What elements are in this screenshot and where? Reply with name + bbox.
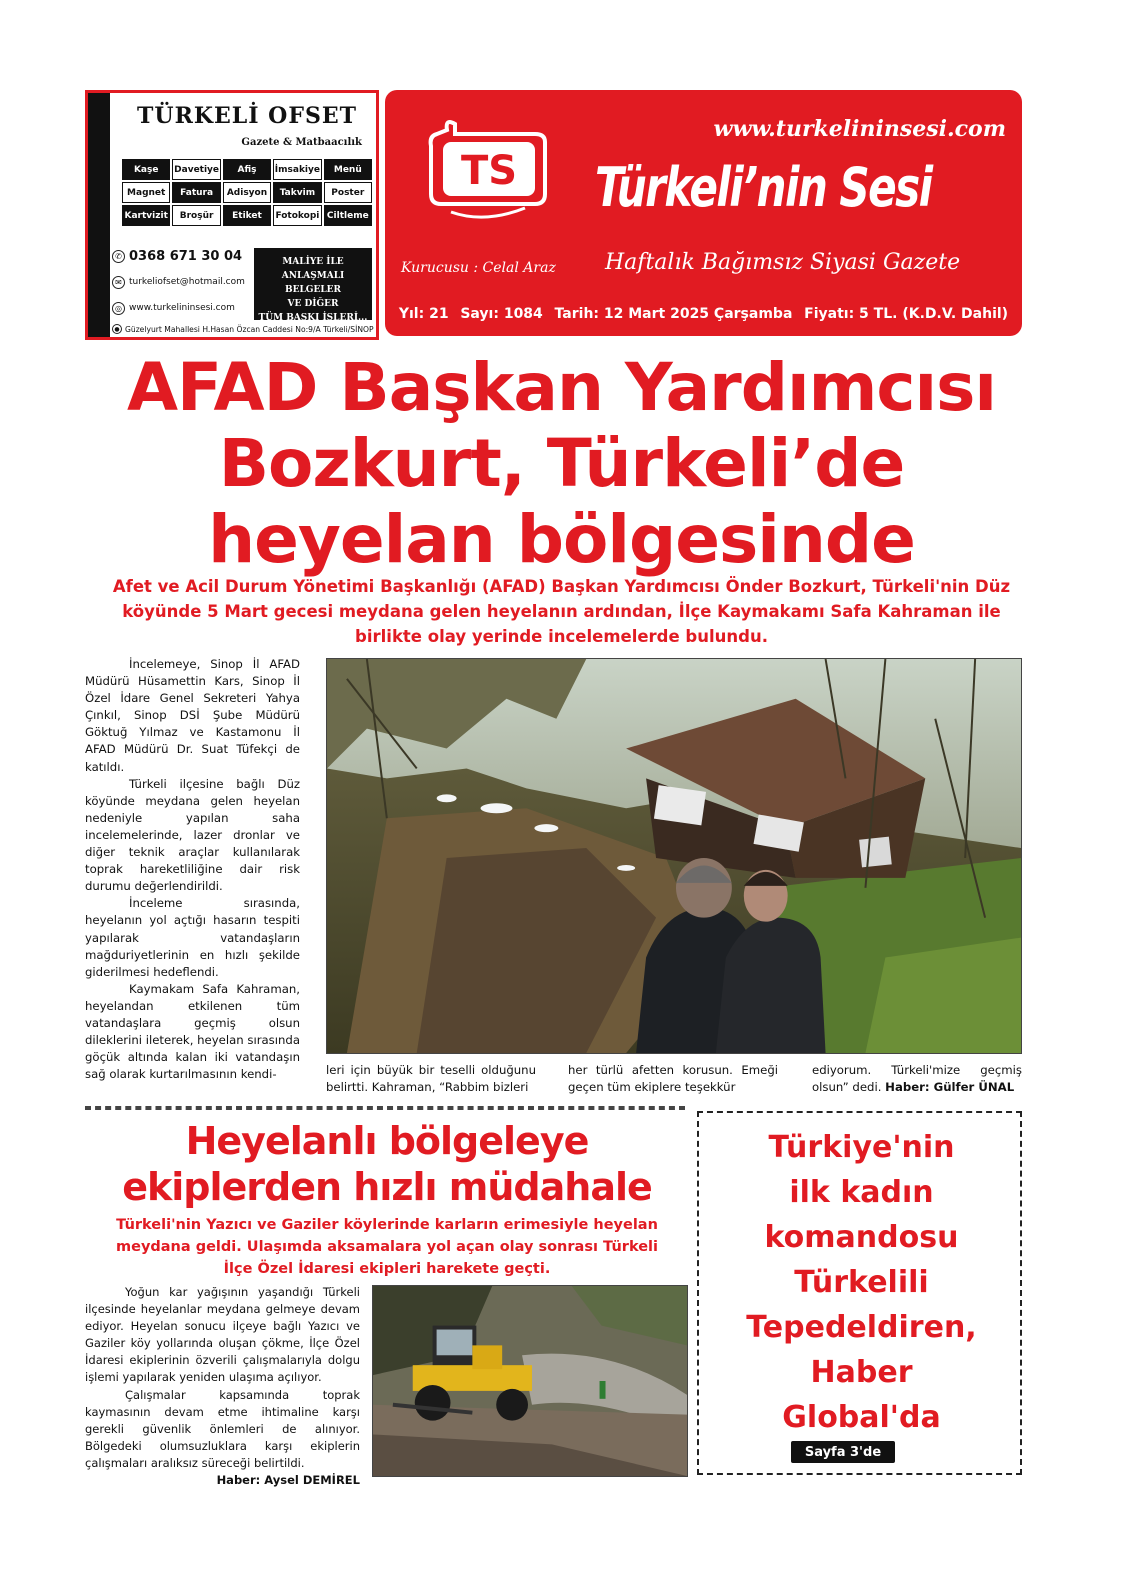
- article-paragraph: [85, 1387, 360, 1488]
- ad-service: Takvim: [273, 182, 321, 203]
- logo-text: TS: [460, 148, 518, 194]
- ad-services-box: [254, 248, 372, 323]
- second-headline: [85, 1118, 689, 1210]
- issue-date: Tarih: 12 Mart 2025 Çarşamba: [554, 306, 793, 322]
- ad-title: TÜRKELİ OFSET: [137, 103, 357, 129]
- teaser-line: Global'da: [782, 1400, 941, 1435]
- article-paragraph: leri için büyük bir teselli olduğunu belirtti. Kahraman, “Rabbim bizleri: [326, 1063, 536, 1095]
- tagline: Haftalık Bağımsız Siyasi Gazete: [605, 250, 961, 275]
- headline-line: Heyelanlı bölgeleye: [185, 1119, 589, 1163]
- byline: Haber: Gülfer ÜNAL: [885, 1080, 1015, 1095]
- ad-service: Fatura: [172, 182, 220, 203]
- ad-service: Fotokopi: [273, 205, 321, 226]
- ad-service: Afiş: [223, 159, 271, 180]
- article-paragraph: İnceleme sırasında, heyelanın yol açtığı hasarın tespiti yapılarak vatandaşların mağduriyetlerinin en hızlı şekilde giderilmesi hedeflendi.: [85, 896, 300, 979]
- ad-service: Magnet: [122, 182, 170, 203]
- teaser-line: Türkelili: [794, 1265, 929, 1300]
- ad-service: Kaşe: [122, 159, 170, 180]
- main-article-column: [568, 1062, 778, 1096]
- ad-box-line: MALİYE İLE: [282, 257, 344, 267]
- ad-side-stripe: [88, 93, 110, 337]
- ad-service: Adisyon: [223, 182, 271, 203]
- mail-icon: ✉: [112, 276, 125, 289]
- ad-service: Etiket: [223, 205, 271, 226]
- byline: Haber: Aysel DEMİREL: [216, 1473, 360, 1488]
- ad-service: Menü: [324, 159, 372, 180]
- issue-year: Yıl: 21: [398, 306, 449, 322]
- article-paragraph: Türkeli ilçesine bağlı Düz köyünde meydana gelen heyelan nedeniyle yapılan saha incelemelerinde, lazer dronlar ve diğer teknik araçlar kullanılarak toprak hareketliliğine dair risk durumu değerlendirildi.: [85, 776, 300, 894]
- masthead: [385, 90, 1022, 336]
- ad-phone: 0368 671 30 04: [129, 248, 243, 264]
- ad-services-grid: [122, 159, 372, 226]
- globe-icon: ◎: [112, 302, 125, 315]
- headline-line: AFAD Başkan Yardımcısı: [126, 349, 997, 426]
- printing-house-ad: [85, 90, 379, 340]
- headline-line: Bozkurt, Türkeli’de: [218, 425, 905, 502]
- article-paragraph: Kaymakam Safa Kahraman, heyelandan etkilenen tüm vatandaşlara geçmiş olsun dileklerini ileterek, heyelan sırasında göçük altında kalan iki vatandaşın sağ olarak kurtarılmasının kendi-: [85, 981, 300, 1082]
- ad-subtitle: Gazete & Matbaacılık: [241, 137, 362, 148]
- article-paragraph: her türlü afetten korusun. Emeği geçen tüm ekiplere teşekkür: [568, 1063, 778, 1095]
- article-paragraph: İncelemeye, Sinop İl AFAD Müdürü Hüsamettin Kars, Sinop İl Özel İdare Genel Sekreteri Yahya Çınkıl, Sinop DSİ Şube Müdürü Göktuğ Yılmaz ve Kastamonu İl AFAD Müdürü Dr. Suat Tüfekçi de katıldı.: [85, 657, 300, 774]
- ad-box-line: VE DİĞER: [287, 299, 339, 309]
- ad-email-line: [112, 269, 245, 295]
- page-reference[interactable]: Sayfa 3'de: [791, 1441, 895, 1463]
- founder: Kurucusu : Celal Araz: [401, 260, 556, 276]
- ad-website: www.turkelininsesi.com: [129, 303, 235, 313]
- ad-web-line: [112, 295, 242, 321]
- headline-line: heyelan bölgesinde: [208, 501, 915, 578]
- ad-email: turkeliofset@hotmail.com: [129, 277, 245, 287]
- issue-info: [385, 306, 1022, 322]
- ad-service: Broşür: [172, 205, 220, 226]
- grader-road-photo: [372, 1285, 688, 1477]
- teaser-headline: [709, 1125, 1014, 1440]
- ad-contacts: [112, 243, 245, 321]
- headline-line: ekiplerden hızlı müdahale: [122, 1165, 652, 1209]
- article-paragraph-text: Çalışmalar kapsamında toprak kaymasının devam etme ihtimaline karşı gerekli güvenlik önlemleri de alınıyor. Bölgedeki olumsuzluklara karşı ekiplerin çalışmaları aralıksız süreceği belirtildi.: [85, 1387, 360, 1470]
- ad-address: Güzelyurt Mahallesi H.Hasan Özcan Caddesi No:9/A Türkeli/SİNOP: [125, 324, 374, 334]
- ad-address-line: [112, 324, 374, 334]
- ad-service: Davetiye: [172, 159, 220, 180]
- teaser-line: Türkiye'nin: [768, 1130, 955, 1165]
- ad-service: Poster: [324, 182, 372, 203]
- article-paragraph: Yoğun kar yağışının yaşandığı Türkeli ilçesinde heyelanlar meydana gelmeye devam ediyor. Heyelan sonucu ilçeye bağlı Yazıcı ve Gaziler köy yollarında oluşan çökme, İlçe Özel İdaresi ekiplerinin özverili çalışmalarıyla dolgu işlemi yapılarak yeniden ulaşıma açılıyor.: [85, 1285, 360, 1385]
- ad-service: İmsakiye: [273, 159, 321, 180]
- issue-number: Sayı: 1084: [460, 306, 543, 322]
- teaser-line: Tepedeldiren,: [746, 1310, 977, 1345]
- ad-box-line: ANLAŞMALI BELGELER: [281, 271, 345, 295]
- main-headline: [60, 350, 1063, 578]
- landslide-house-photo: [326, 658, 1022, 1054]
- teaser-line: komandosu: [764, 1220, 959, 1255]
- masthead-url: www.turkelininsesi.com: [713, 116, 1006, 142]
- location-pin-icon: ●: [112, 324, 122, 334]
- ad-service: Kartvizit: [122, 205, 170, 226]
- issue-price: Fiyatı: 5 TL. (K.D.V. Dahil): [804, 306, 1009, 322]
- teaser-line: ilk kadın: [789, 1175, 934, 1210]
- second-deck: Türkeli'nin Yazıcı ve Gaziler köylerinde karların erimesiyle heyelan meydana geldi. Ulaşımda aksamalara yol açan olay sonrası Türkeli İlçe Özel İdaresi ekipleri harekete geçti.: [116, 1217, 658, 1277]
- newspaper-name: Türkeli’nin Sesi: [595, 156, 932, 219]
- ts-logo-icon: [425, 116, 555, 226]
- second-article-body: [85, 1284, 360, 1489]
- ad-service: Ciltleme: [324, 205, 372, 226]
- teaser-line: Haber: [810, 1355, 913, 1390]
- main-article-column: [85, 656, 300, 1083]
- main-deck: Afet ve Acil Durum Yönetimi Başkanlığı (AFAD) Başkan Yardımcısı Önder Bozkurt, Türkeli'nin Düz köyünde 5 Mart gecesi meydana gelen heyelanın ardından, İlçe Kaymakamı Safa Kahraman ile birlikte olay yerinde incelemelerde bulundu.: [112, 577, 1011, 646]
- main-article-column: [326, 1062, 536, 1096]
- ad-phone-line: [112, 243, 242, 269]
- article-divider: [85, 1106, 685, 1110]
- article-paragraph: ediyorum. Türkeli'mize geçmiş olsun” dedi.: [812, 1063, 1022, 1095]
- teaser-box[interactable]: [697, 1111, 1022, 1475]
- main-article-column: [812, 1062, 1022, 1096]
- ad-box-line: TÜM BASKI İŞLERİ...: [258, 313, 368, 323]
- phone-icon: ✆: [112, 250, 125, 263]
